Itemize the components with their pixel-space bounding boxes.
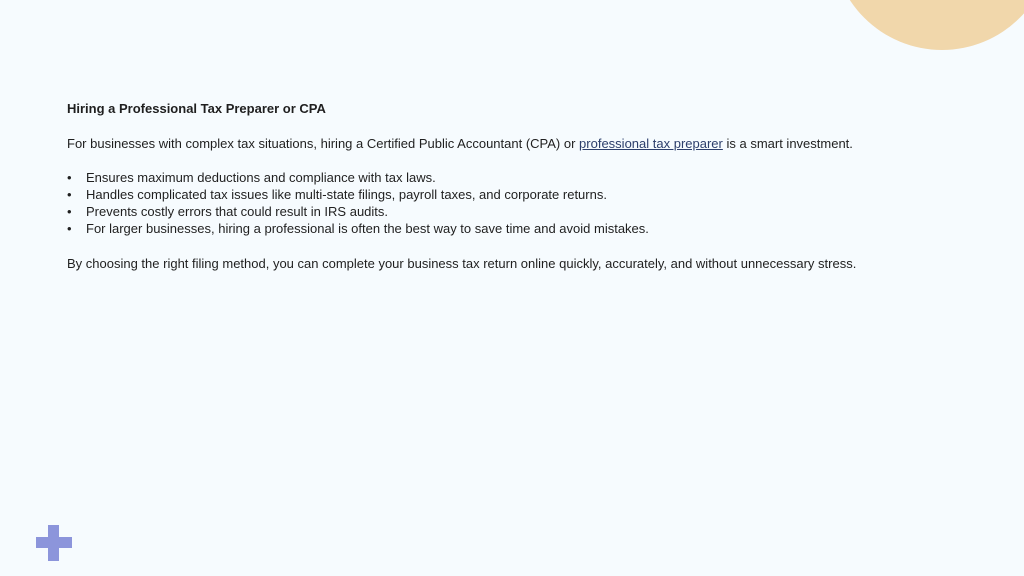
list-item [67, 186, 967, 203]
decorative-blob [834, 0, 1024, 60]
plus-icon [36, 525, 72, 561]
bullet-icon: • [67, 170, 72, 185]
decorative-blob-shape [834, 0, 1024, 50]
intro-paragraph [67, 135, 967, 152]
closing-paragraph: By choosing the right filing method, you can complete your business tax return online quickly, accurately, and without unnecessary stress. [67, 256, 857, 271]
list-item-text: Prevents costly errors that could result in IRS audits. [86, 204, 389, 219]
list-item-text: Handles complicated tax issues like multi-state filings, payroll taxes, and corporate returns. [86, 187, 607, 202]
list-item-text: Ensures maximum deductions and compliance with tax laws. [86, 170, 436, 185]
content-section [67, 100, 967, 272]
list-item-text: For larger businesses, hiring a professional is often the best way to save time and avoid mistakes. [86, 221, 649, 236]
bullet-icon: • [67, 204, 72, 219]
plus-icon-vertical-bar [48, 525, 59, 561]
list-item [67, 203, 967, 220]
bullet-icon: • [67, 221, 72, 236]
list-item [67, 220, 967, 237]
professional-tax-preparer-link[interactable]: professional tax preparer [579, 136, 723, 151]
list-item [67, 169, 967, 186]
intro-text-after-link: is a smart investment. [722, 136, 853, 151]
bullet-list [67, 169, 967, 237]
bullet-icon: • [67, 187, 72, 202]
section-heading: Hiring a Professional Tax Preparer or CPA [67, 101, 326, 116]
intro-text-before-link: For businesses with complex tax situations, hiring a Certified Public Accountant (CPA) or [67, 136, 580, 151]
